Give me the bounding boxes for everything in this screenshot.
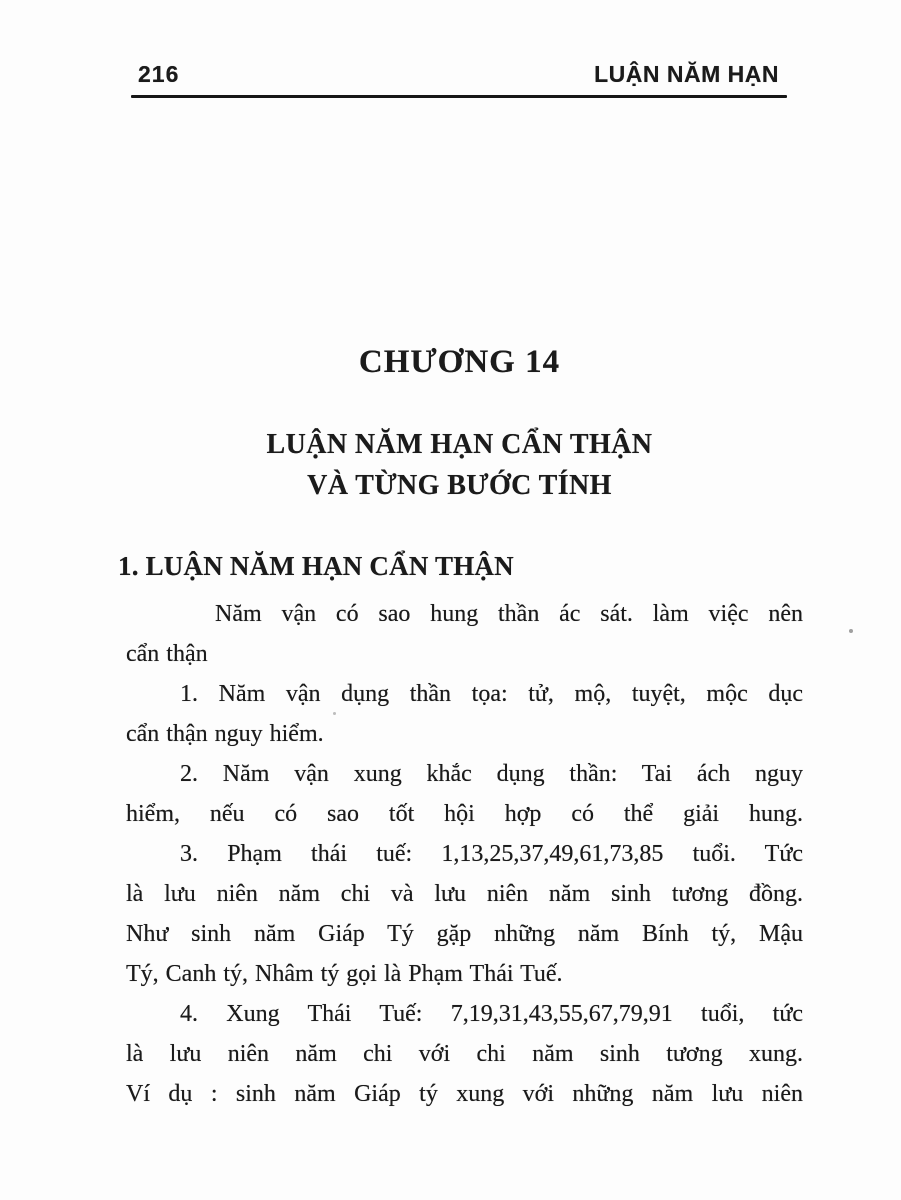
paragraph xyxy=(126,594,803,674)
text-line: Ví dụ : sinh năm Giáp tý xung với những năm lưu niên xyxy=(126,1081,803,1107)
text-line: Như sinh năm Giáp Tý gặp những năm Bính tý, Mậu xyxy=(126,921,803,947)
chapter-title-line1: LUẬN NĂM HẠN CẨN THẬN xyxy=(266,429,653,460)
chapter-title xyxy=(126,424,793,506)
text-line: cẩn thận xyxy=(126,641,208,667)
paragraph xyxy=(126,754,803,834)
text-line: 2. Năm vận xung khắc dụng thần: Tai ách nguy xyxy=(180,761,803,787)
page-number: 216 xyxy=(138,61,180,87)
text-line: hiểm, nếu có sao tốt hội hợp có thể giải hung. xyxy=(126,801,803,827)
text-line: 1. Năm vận dụng thần tọa: tử, mộ, tuyệt, mộc dục xyxy=(180,681,803,707)
chapter-title-line2: VÀ TỪNG BƯỚC TÍNH xyxy=(307,470,612,501)
text-line: là lưu niên năm chi với chi năm sinh tương xung. xyxy=(126,1041,803,1067)
page-header xyxy=(138,61,779,89)
section-heading: 1. LUẬN NĂM HẠN CẨN THẬN xyxy=(118,551,514,581)
text-line: Tý, Canh tý, Nhâm tý gọi là Phạm Thái Tuế. xyxy=(126,961,563,987)
text-line: 4. Xung Thái Tuế: 7,19,31,43,55,67,79,91 tuổi, tức xyxy=(180,1001,803,1027)
paragraph xyxy=(126,834,803,994)
chapter-label: CHƯƠNG 14 xyxy=(358,344,561,380)
scan-artifact-dot xyxy=(333,712,336,715)
running-title: LUẬN NĂM HẠN xyxy=(594,61,779,87)
body-text xyxy=(126,594,803,1114)
text-line: là lưu niên năm chi và lưu niên năm sinh tương đồng. xyxy=(126,881,803,907)
text-line: 3. Phạm thái tuế: 1,13,25,37,49,61,73,85 tuổi. Tức xyxy=(180,841,803,867)
text-line: Năm vận có sao hung thần ác sát. làm việc nên xyxy=(215,601,803,627)
header-rule xyxy=(131,95,787,98)
paragraph xyxy=(126,994,803,1114)
text-line: cẩn thận nguy hiểm. xyxy=(126,721,324,747)
scan-artifact-dot xyxy=(849,629,853,633)
paragraph xyxy=(126,674,803,754)
